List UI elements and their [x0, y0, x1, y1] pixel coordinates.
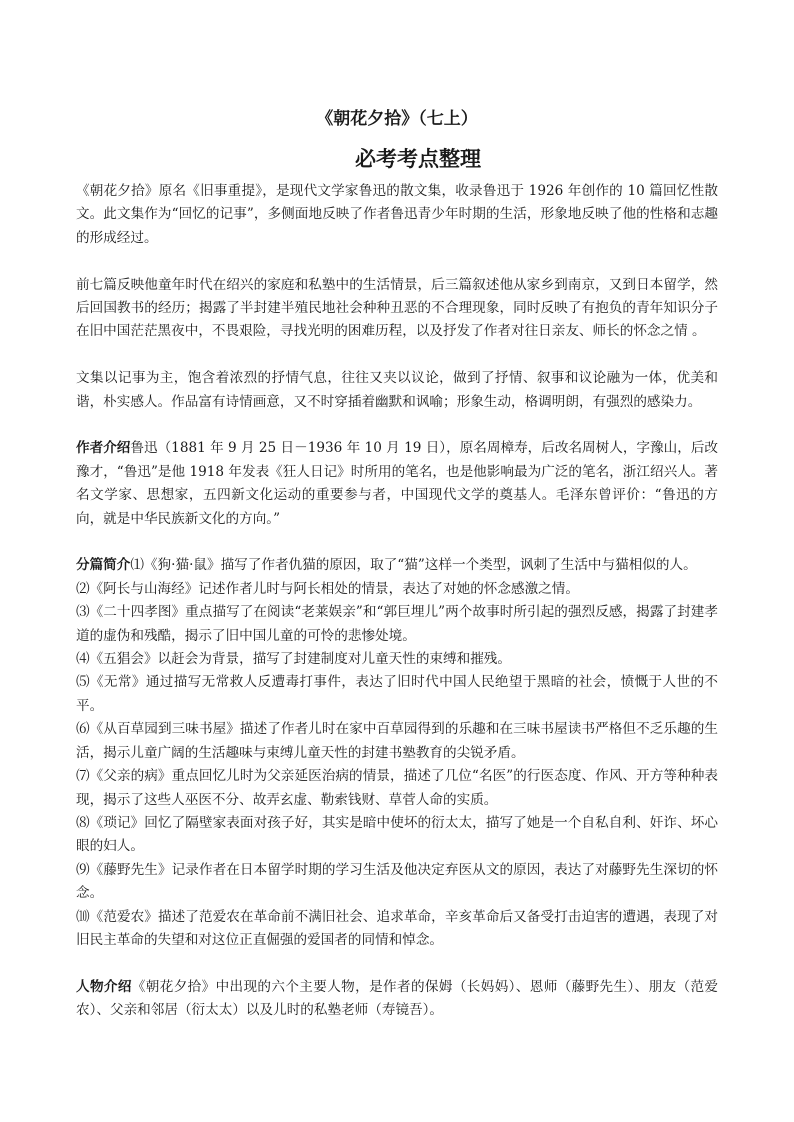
paragraph-gap	[76, 531, 718, 554]
author-section	[76, 437, 718, 531]
document-title: 《朝花夕拾》（七上）	[316, 109, 478, 129]
paragraph-gap	[76, 414, 718, 437]
characters-section-text: 《朝花夕拾》中出现的六个主要人物，是作者的保姆（长妈妈）、恩师（藤野先生）、朋友（范爱农）、父亲和邻居（衍太太）以及儿时的私塾老师（寿镜吾）。	[76, 978, 718, 1019]
intro-paragraph-3: 文集以记事为主，饱含着浓烈的抒情气息，往往又夹以议论，做到了抒情、叙事和议论融为一体，优美和谐，朴实感人。作品富有诗情画意，又不时穿插着幽默和讽喻；形象生动，格调明朗，有强烈的感染力。	[76, 370, 718, 410]
chapters-section-label: 分篇简介	[76, 557, 131, 574]
document-body	[76, 180, 718, 1023]
chapter-item-text: ⑴《狗·猫·鼠》描写了作者仇猫的原因，取了“猫”这样一个类型，讽刺了生活中与猫相似的人。	[130, 557, 697, 574]
chapter-item-4: ⑷《五猖会》以赶会为背景，描写了封建制度对儿童天性的束缚和摧残。	[76, 651, 511, 668]
chapter-item-10: ⑽《范爱农》描述了范爱农在革命前不满旧社会、追求革命，辛亥革命后又备受打击迫害的遭遇，表现了对旧民主革命的失望和对这位正直倔强的爱国者的同情和悼念。	[76, 908, 718, 948]
characters-section	[76, 976, 718, 1023]
author-section-label: 作者介绍	[76, 440, 131, 457]
document-subtitle: 必考考点整理	[355, 147, 481, 171]
intro-paragraph-2: 前七篇反映他童年时代在绍兴的家庭和私塾中的生活情景，后三篇叙述他从家乡到南京，又到日本留学，然后回国教书的经历；揭露了半封建半殖民地社会种种丑恶的不合理现象，同时反映了有抱负的青年知识分子在旧中国茫茫黑夜中，不畏艰险，寻找光明的困难历程，以及抒发了作者对往日亲友、师长的怀念之情 。	[76, 276, 718, 340]
chapter-item-3: ⑶《二十四孝图》重点描写了在阅读“老莱娱亲”和“郭巨埋儿”两个故事时所引起的强烈反感，揭露了封建孝道的虚伪和残酷，揭示了旧中国儿童的可怜的悲惨处境。	[76, 604, 718, 644]
paragraph-gap	[76, 344, 718, 367]
chapter-item-2: ⑵《阿长与山海经》记述作者儿时与阿长相处的情景，表达了对她的怀念感激之情。	[76, 580, 579, 597]
author-section-text: 鲁迅（1881 年 9 月 25 日－1936 年 10 月 19 日），原名周樟寿，后改名周树人，字豫山，后改豫才，“鲁迅”是他 1918 年发表《狂人日记》时所用的笔名，也是他影响最为广泛的笔名，浙江绍兴人。著名文学家、思想家，五四新文化运动的重要参与者，中国现代文学的奠基人。毛泽东曾评价：“鲁迅的方向，就是中华民族新文化的方向。”	[76, 440, 719, 527]
chapter-item-6: ⑹《从百草园到三味书屋》描述了作者儿时在家中百草园得到的乐趣和在三味书屋读书严格但不乏乐趣的生活，揭示儿童广阔的生活趣味与束缚儿童天性的封建书塾教育的尖锐矛盾。	[76, 721, 718, 761]
paragraph-gap	[76, 952, 718, 975]
chapter-item-8: ⑻《琐记》回忆了隔壁家表面对孩子好，其实是暗中使坏的衍太太，描写了她是一个自私自利、奸诈、坏心眼的妇人。	[76, 814, 718, 855]
paragraph-gap	[76, 250, 718, 273]
chapter-item-5: ⑸《无常》通过描写无常救人反遭毒打事件，表达了旧时代中国人民绝望于黑暗的社会，愤慨于人世的不平。	[76, 674, 718, 714]
chapter-item-7: ⑺《父亲的病》重点回忆儿时为父亲延医治病的情景，描述了几位“名医”的行医态度、作风、开方等种种表现，揭示了这些人巫医不分、故弄玄虚、勒索钱财、草菅人命的实质。	[76, 768, 718, 808]
characters-section-label: 人物介绍	[76, 978, 132, 995]
chapter-item-1	[76, 554, 718, 577]
chapter-item-9: ⑼《藤野先生》记录作者在日本留学时期的学习生活及他决定弃医从文的原因，表达了对藤野先生深切的怀念。	[76, 861, 718, 902]
intro-paragraph-1: 《朝花夕拾》原名《旧事重提》，是现代文学家鲁迅的散文集，收录鲁迅于 1926 年创作的 10 篇回忆性散文。此文集作为“回忆的记事”，多侧面地反映了作者鲁迅青少年时期的生活，形象地反映了他的性格和志趣的形成经过。	[76, 183, 718, 246]
